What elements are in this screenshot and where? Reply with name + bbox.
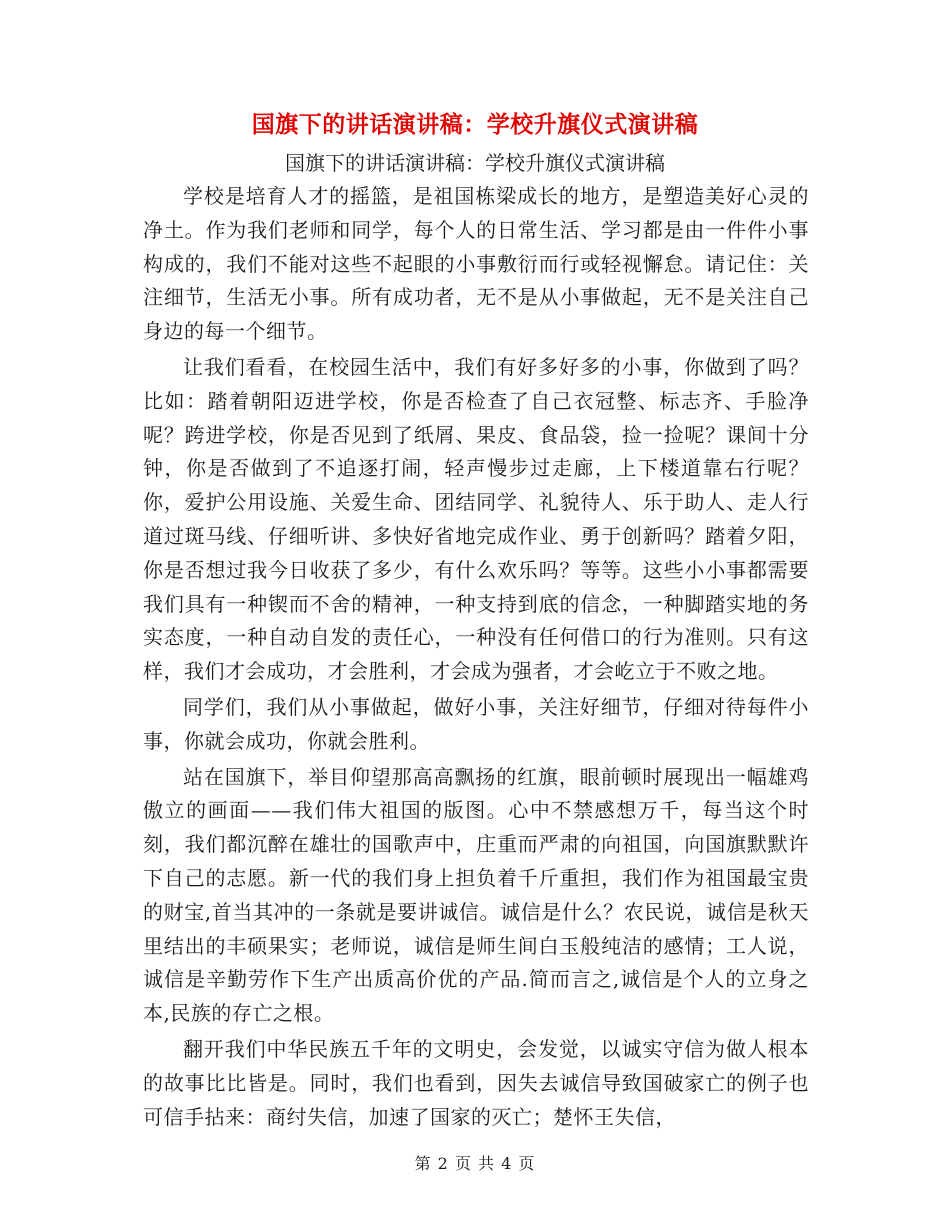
paragraph-1: 学校是培育人才的摇篮，是祖国栋梁成长的地方，是塑造美好心灵的净土。作为我们老师和同学，每个人的日常生活、学习都是由一件件小事构成的，我们不能对这些不起眼的小事敷衍而行或轻视懈怠。请记住：关注细节，生活无小事。所有成功者，无不是从小事做起，无不是关注自己身边的每一个细节。 — [143, 184, 809, 344]
paragraph-5: 翻开我们中华民族五千年的文明史，会发觉，以诚实守信为做人根本的故事比比皆是。同时，我们也看到，因失去诚信导致国破家亡的例子也可信手拈来：商纣失信，加速了国家的灭亡；楚怀王失信， — [143, 1036, 809, 1129]
document-title: 国旗下的讲话演讲稿：学校升旗仪式演讲稿 — [251, 111, 699, 138]
paragraph-4: 站在国旗下，举目仰望那高高飘扬的红旗，眼前顿时展现出一幅雄鸡傲立的画面——我们伟大祖国的版图。心中不禁感想万千，每当这个时刻，我们都沉醉在雄壮的国歌声中，庄重而严肃的向祖国，向国旗默默许下自己的志愿。新一代的我们身上担负着千斤重担，我们作为祖国最宝贵的财宝,首当其冲的一条就是要讲诚信。诚信是什么？农民说，诚信是秋天里结出的丰硕果实；老师说，诚信是师生间白玉般纯洁的感情；工人说，诚信是辛勤劳作下生产出质高价优的产品.简而言之,诚信是个人的立身之本,民族的存亡之根。 — [143, 764, 809, 1026]
paragraph-3: 同学们，我们从小事做起，做好小事，关注好细节，仔细对待每件小事，你就会成功，你就会胜利。 — [143, 694, 809, 753]
document-body — [143, 180, 809, 1136]
paragraph-2: 让我们看看，在校园生活中，我们有好多好多的小事，你做到了吗？比如：踏着朝阳迈进学校，你是否检查了自己衣冠整、标志齐、手脸净呢？跨进学校，你是否见到了纸屑、果皮、食品袋，捡一捡呢？课间十分钟，你是否做到了不追逐打闹，轻声慢步过走廊，上下楼道靠右行呢？你，爱护公用设施、关爱生命、团结同学、礼貌待人、乐于助人、走人行道过斑马线、仔细听讲、多快好省地完成作业、勇于创新吗？踏着夕阳，你是否想过我今日收获了多少，有什么欢乐吗？等等。这些小小事都需要我们具有一种锲而不舍的精神，一种支持到底的信念，一种脚踏实地的务实态度，一种自动自发的责任心，一种没有任何借口的行为准则。只有这样，我们才会成功，才会胜利，才会成为强者，才会屹立于不败之地。 — [143, 354, 809, 684]
document-subtitle: 国旗下的讲话演讲稿：学校升旗仪式演讲稿 — [285, 151, 665, 175]
page-number-footer: 第 2 页 共 4 页 — [414, 1154, 536, 1173]
